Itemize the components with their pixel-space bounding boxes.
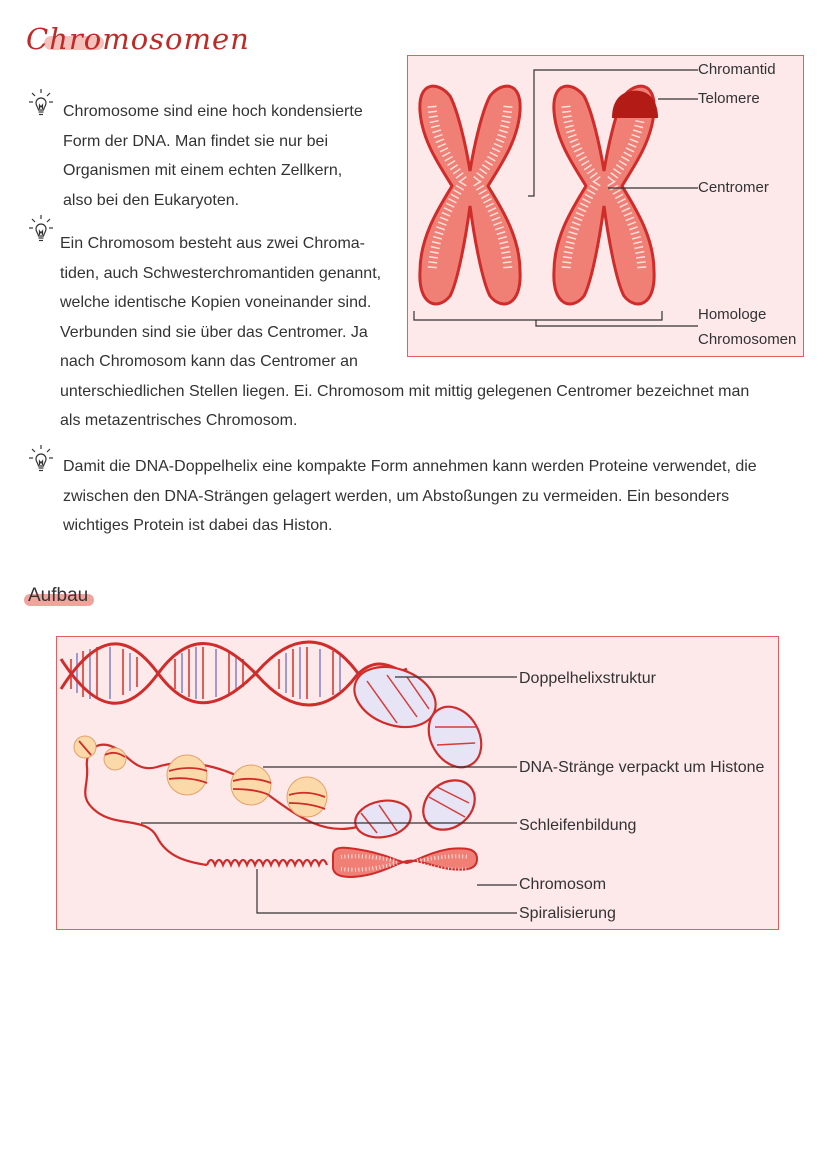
text-line: zwischen den DNA-Strängen gelagert werden, um Abstoßungen zu vermeiden. Ein besonders xyxy=(63,487,730,505)
text-line: Ein Chromosom besteht aus zwei Chroma- xyxy=(60,235,366,252)
text-line: Damit die DNA-Doppelhelix eine kompakte Form annehmen kann werden Proteine verwendet, die xyxy=(63,458,757,475)
text-line: wichtiges Protein ist dabei das Histon. xyxy=(63,517,333,534)
label-homologe-2: Chromosomen xyxy=(698,331,797,348)
text-line: Form der DNA. Man findet sie nur bei xyxy=(63,132,328,150)
intro-paragraph-3 xyxy=(63,452,757,541)
chromosome-left xyxy=(420,86,520,304)
chromosome-right xyxy=(554,86,658,304)
text-line: als metazentrisches Chromosom. xyxy=(60,412,298,429)
label-spiralisierung: Spiralisierung xyxy=(519,905,616,922)
text-line: unterschiedlichen Stellen liegen. Ei. Chromosom mit mittig gelegenen Centromer bezeichnet man xyxy=(60,382,750,400)
label-homologe-1: Homologe xyxy=(698,306,767,323)
label-doppelhelix: Doppelhelixstruktur xyxy=(519,670,656,687)
lightbulb-icon xyxy=(28,214,54,244)
structure-figure xyxy=(56,636,779,930)
text-line: Organismen mit einem echten Zellkern, xyxy=(63,162,343,179)
label-schleife: Schleifenbildung xyxy=(519,817,637,834)
section-title: Aufbau xyxy=(28,585,89,606)
lightbulb-icon xyxy=(28,88,54,118)
text-line: Verbunden sind sie über das Centromer. Ja xyxy=(60,323,368,341)
small-chromosome xyxy=(333,848,477,877)
label-telomere: Telomere xyxy=(698,90,760,107)
label-chromosom: Chromosom xyxy=(519,876,607,893)
text-line: welche identische Kopien voneinander sind. xyxy=(60,294,372,311)
chromosome-figure xyxy=(407,55,804,357)
text-line: tiden, auch Schwesterchromantiden genannt, xyxy=(60,264,382,282)
label-histone: DNA-Stränge verpackt um Histone xyxy=(519,759,765,776)
text-line: also bei den Eukaryoten. xyxy=(63,191,240,209)
dna-structure-illustration xyxy=(57,637,778,929)
intro-paragraph-1 xyxy=(63,97,363,215)
text-line: Chromosome sind eine hoch kondensierte xyxy=(63,103,363,120)
label-chromatid: Chromantid xyxy=(698,61,776,78)
label-centromer: Centromer xyxy=(698,179,769,196)
lightbulb-icon xyxy=(28,444,54,474)
page-title: Chromosomen xyxy=(26,22,250,56)
text-line: nach Chromosom kann das Centromer an xyxy=(60,353,358,370)
